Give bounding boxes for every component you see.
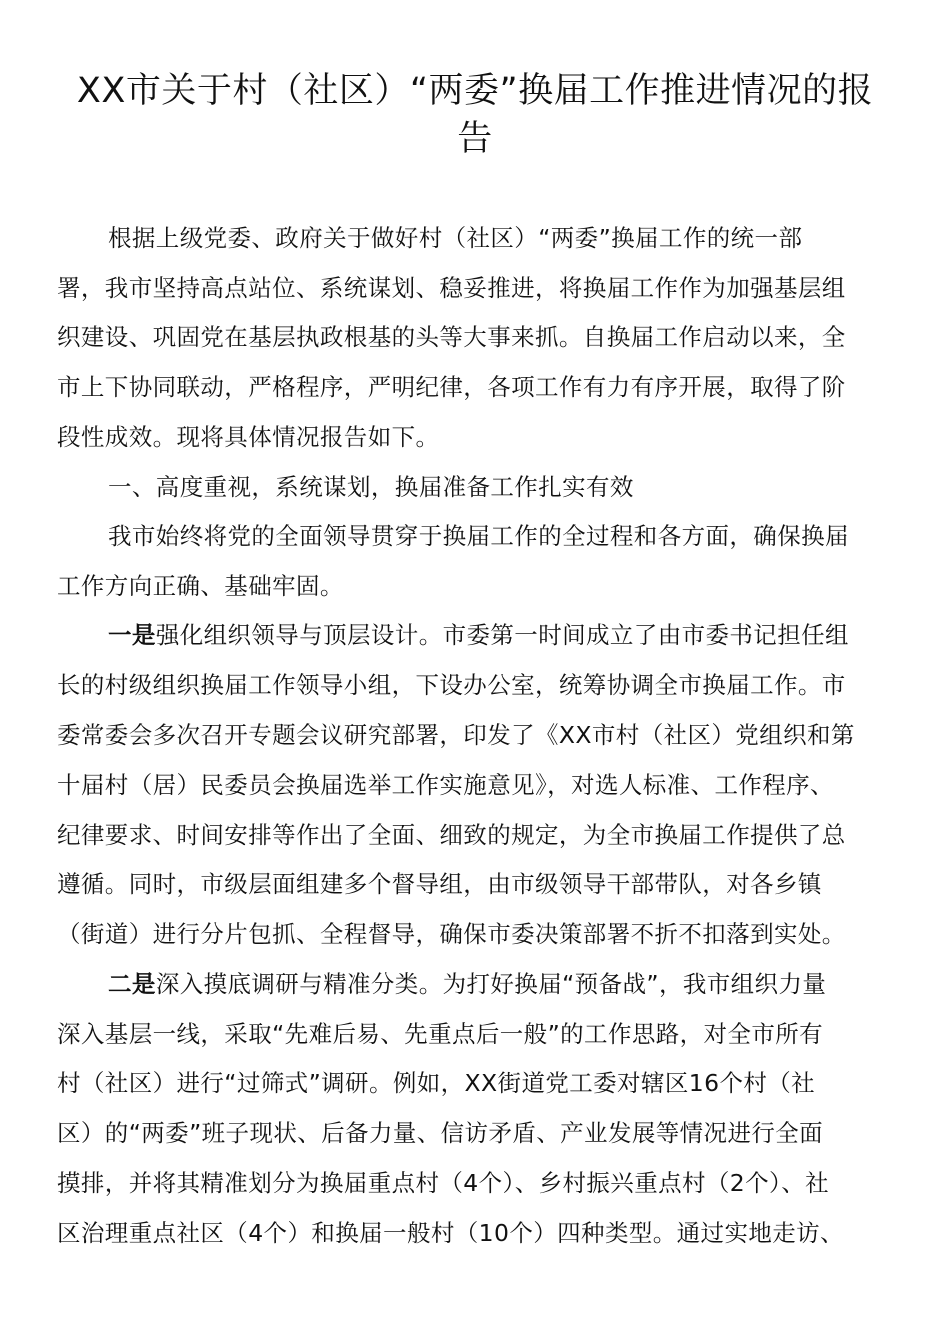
point-1-line-3: 委常委会多次召开专题会议研究部署，印发了《XX市村（社区）党组织和第 (57, 721, 855, 749)
point-2-line-6: 区治理重点社区（4个）和换届一般村（10个）四种类型。通过实地走访、 (57, 1219, 844, 1247)
point-1-lead: 一是 (108, 621, 156, 649)
paragraph-1-line-3: 织建设、巩固党在基层执政根基的头等大事来抓。自换届工作启动以来，全 (57, 323, 846, 351)
point-2-line-1 (108, 968, 826, 1000)
point-1-line-1 (108, 619, 849, 651)
point-2-line-3: 村（社区）进行“过筛式”调研。例如，XX街道党工委对辖区16个村（社 (57, 1069, 816, 1097)
point-2-line-4: 区）的“两委”班子现状、后备力量、信访矛盾、产业发展等情况进行全面 (57, 1119, 824, 1147)
point-1-line-5: 纪律要求、时间安排等作出了全面、细致的规定，为全市换届工作提供了总 (57, 821, 846, 849)
point-2-line-5: 摸排，并将其精准划分为换届重点村（4个）、乡村振兴重点村（2个）、社 (57, 1169, 830, 1197)
paragraph-2-line-2: 工作方向正确、基础牢固。 (57, 572, 344, 600)
point-1-line-6: 遵循。同时，市级层面组建多个督导组，由市级领导干部带队，对各乡镇 (57, 870, 822, 898)
paragraph-1-line-5: 段性成效。现将具体情况报告如下。 (57, 423, 440, 451)
point-1-line-7: （街道）进行分片包抓、全程督导，确保市委决策部署不折不扣落到实处。 (57, 920, 846, 948)
paragraph-1-line-2: 署，我市坚持高点站位、系统谋划、稳妥推进，将换届工作作为加强基层组 (57, 274, 846, 302)
point-2-first-line-text: 深入摸底调研与精准分类。为打好换届“预备战”，我市组织力量 (155, 970, 827, 998)
paragraph-1-line-4: 市上下协同联动，严格程序，严明纪律，各项工作有力有序开展，取得了阶 (57, 373, 846, 401)
point-2-lead: 二是 (108, 970, 156, 998)
document-title-line-1: XX市关于村（社区）“两委”换届工作推进情况的报 (76, 71, 874, 111)
paragraph-2-line-1: 我市始终将党的全面领导贯穿于换届工作的全过程和各方面，确保换届 (108, 522, 849, 550)
point-2-line-2: 深入基层一线，采取“先难后易、先重点后一般”的工作思路，对全市所有 (57, 1020, 824, 1048)
point-1-line-2: 长的村级组织换届工作领导小组，下设办公室，统筹协调全市换届工作。市 (57, 671, 846, 699)
paragraph-1-line-1: 根据上级党委、政府关于做好村（社区）“两委”换届工作的统一部 (108, 224, 803, 252)
section-1-heading: 一、高度重视，系统谋划，换届准备工作扎实有效 (108, 473, 634, 501)
point-1-line-4: 十届村（居）民委员会换届选举工作实施意见》，对选人标准、工作程序、 (57, 771, 834, 799)
document-title-line-2: 告 (457, 119, 493, 159)
point-1-first-line-text: 强化组织领导与顶层设计。市委第一时间成立了由市委书记担任组 (155, 621, 849, 649)
